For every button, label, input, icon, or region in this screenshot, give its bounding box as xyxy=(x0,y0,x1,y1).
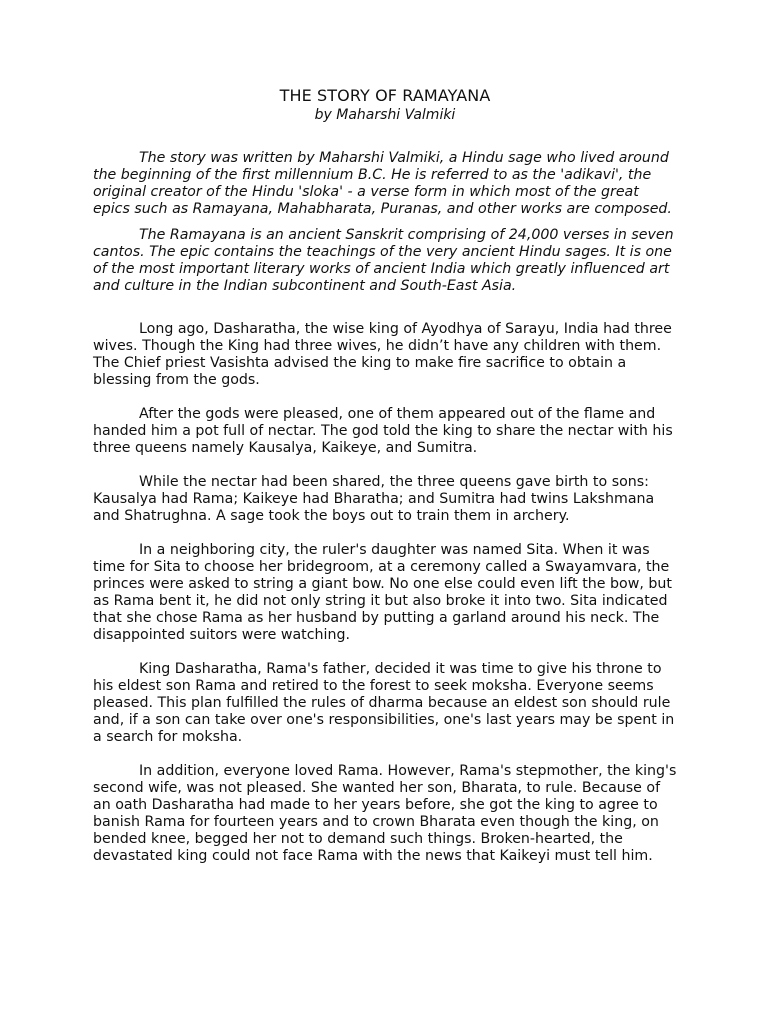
story-paragraph: After the gods were pleased, one of them appeared out of the flame and handed him a pot full of nectar. The god told the king to share the nectar with his three queens namely Kausalya, Kaikeye, and Sumitra. xyxy=(93,406,673,456)
document-title: THE STORY OF RAMAYANA xyxy=(279,86,491,105)
story-paragraph: Long ago, Dasharatha, the wise king of Ayodhya of Sarayu, India had three wives. Though the King had three wives, he didn’t have any children with them. The Chief priest Vasishta advised the king to make fire sacrifice to obtain a blessing from the gods. xyxy=(93,321,672,388)
intro-paragraph: The Ramayana is an ancient Sanskrit comprising of 24,000 verses in seven cantos. The epic contains the teachings of the very ancient Hindu sages. It is one of the most important literary works of ancient India which greatly influenced art and culture in the Indian subcontinent and South-East Asia. xyxy=(93,227,674,294)
story-paragraph: King Dasharatha, Rama's father, decided it was time to give his throne to his eldest son Rama and retired to the forest to seek moksha. Everyone seems pleased. This plan fulfilled the rules of dharma because an eldest son should rule and, if a son can take over one's responsibilities, one's last years may be spent in a search for moksha. xyxy=(93,661,675,745)
intro-paragraph: The story was written by Maharshi Valmiki, a Hindu sage who lived around the beginning of the first millennium B.C. He is referred to as the 'adikavi', the original creator of the Hindu 'sloka' - a verse form in which most of the great epics such as Ramayana, Mahabharata, Puranas, and other works are composed. xyxy=(93,150,672,217)
document-page xyxy=(93,86,677,865)
story-paragraph: In a neighboring city, the ruler's daughter was named Sita. When it was time for Sita to choose her bridegroom, at a ceremony called a Swayamvara, the princes were asked to string a giant bow. No one else could even lift the bow, but as Rama bent it, he did not only string it but also broke it into two. Sita indicated that she chose Rama as her husband by putting a garland around his neck. The disappointed suitors were watching. xyxy=(93,542,672,643)
document-author: by Maharshi Valmiki xyxy=(314,107,456,123)
story-paragraph: While the nectar had been shared, the three queens gave birth to sons: Kausalya had Rama; Kaikeye had Bharatha; and Sumitra had twins Lakshmana and Shatrughna. A sage took the boys out to train them in archery. xyxy=(93,474,655,524)
story-paragraph: In addition, everyone loved Rama. However, Rama's stepmother, the king's second wife, was not pleased. She wanted her son, Bharata, to rule. Because of an oath Dasharatha had made to her years before, she got the king to agree to banish Rama for fourteen years and to crown Bharata even though the king, on bended knee, begged her not to demand such things. Broken-hearted, the devastated king could not face Rama with the news that Kaikeyi must tell him. xyxy=(93,763,677,864)
